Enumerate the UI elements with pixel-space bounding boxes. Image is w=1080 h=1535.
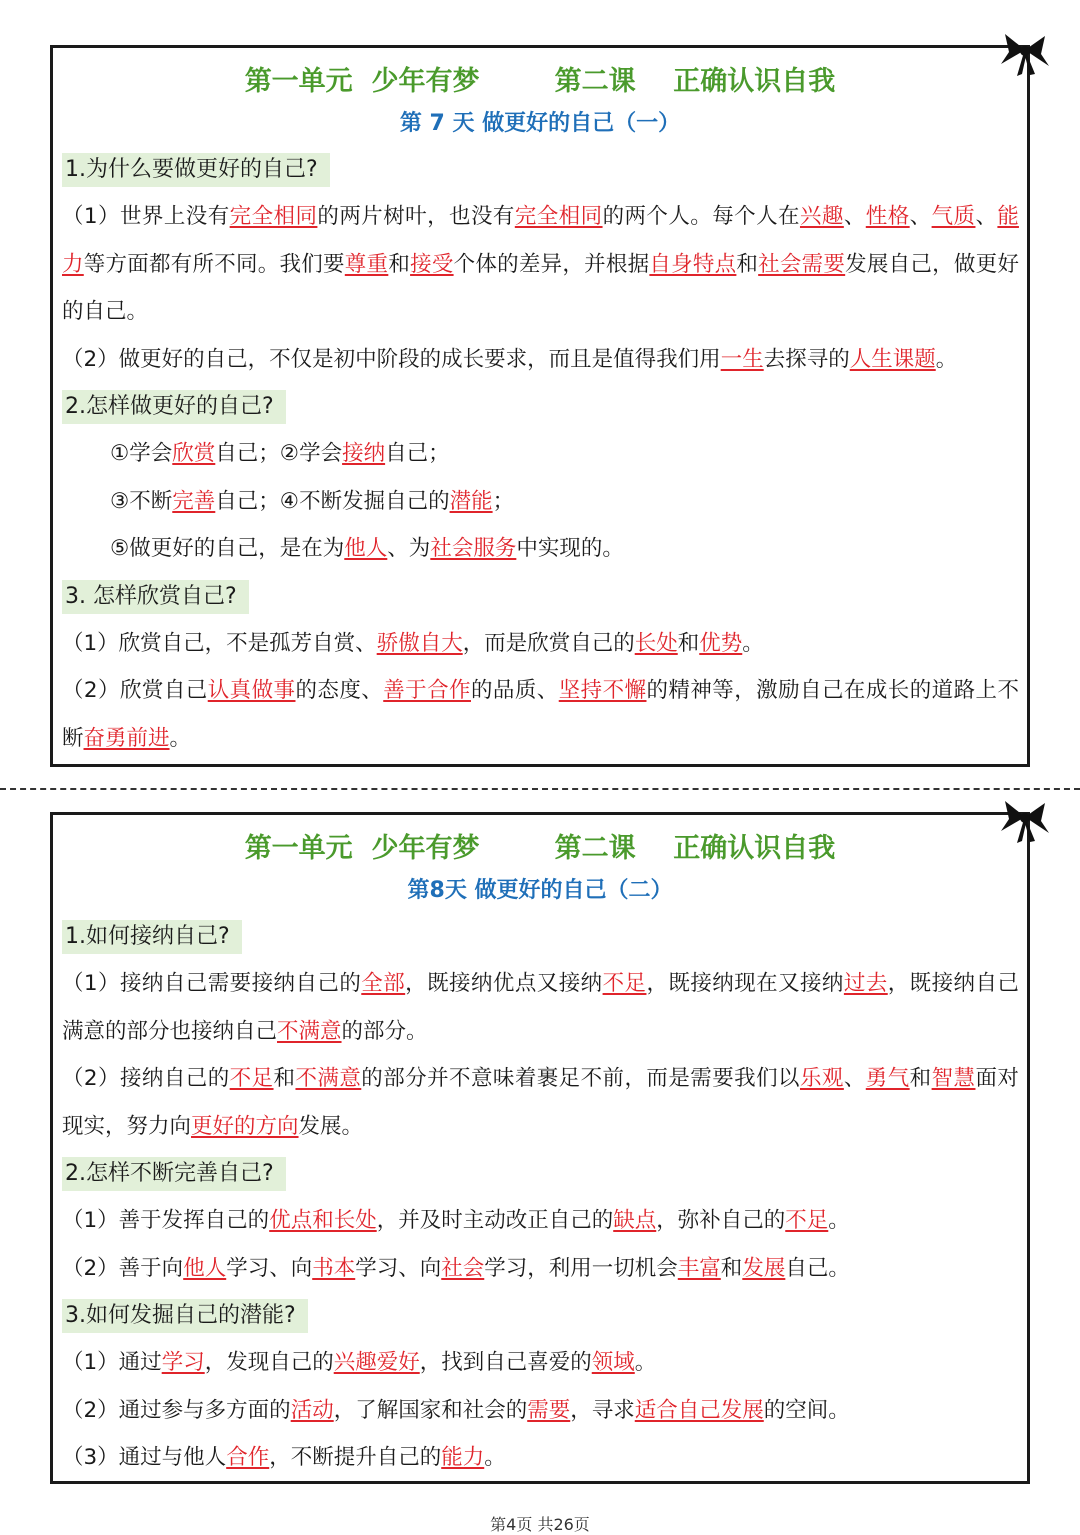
keyword: 兴趣 (799, 204, 844, 229)
paragraph-text: 和 (388, 251, 411, 277)
paragraph-text: ，而是欣赏自己的 (462, 630, 635, 656)
paragraph-text: 。 (484, 1445, 506, 1470)
paragraph-text: 面对现实，努力向 (62, 1066, 1019, 1139)
answer-paragraph (62, 1387, 1019, 1435)
paragraph-text: ，不断提升自己的 (269, 1445, 442, 1470)
paragraph-text: ，发现自己的 (204, 1350, 334, 1375)
keyword: 善于合作 (383, 678, 471, 703)
paragraph-text: 自己；④不断发掘自己的 (215, 488, 450, 514)
paragraph-text: 中实现的。 (516, 536, 624, 561)
keyword: 性格 (865, 204, 910, 229)
keyword: 乐观 (799, 1066, 844, 1091)
answer-paragraph (62, 620, 1019, 668)
dashed-divider (0, 788, 1080, 790)
unit-lesson-title: 第一单元 少年有梦 第二课 正确认识自我 (244, 833, 836, 864)
keyword: 能力 (441, 1445, 485, 1470)
lesson-card-day8 (50, 812, 1030, 1484)
keyword: 他人 (183, 1255, 227, 1281)
keyword: 书本 (312, 1255, 356, 1281)
answer-paragraph (62, 1245, 1019, 1293)
keyword: 欣赏 (172, 441, 216, 466)
paragraph-text: 去探寻的 (763, 346, 850, 372)
paragraph-text: ，找到自己喜爱的 (419, 1350, 592, 1375)
question-heading: 2.怎样不断完善自己? (62, 1157, 286, 1191)
paragraph-text: ，既接纳现在又接纳 (646, 971, 844, 996)
keyword: 不足 (229, 1066, 274, 1091)
answer-paragraph (62, 1339, 1019, 1387)
paragraph-text: 自己。 (785, 1255, 850, 1281)
keyword: 气质 (931, 204, 976, 229)
paragraph-text: （2）欣赏自己 (62, 678, 208, 703)
paragraph-text: 、 (843, 1066, 866, 1091)
keyword: 全部 (361, 971, 406, 996)
answer-paragraph (62, 430, 1019, 478)
paragraph-text: 学习，利用一切机会 (484, 1255, 678, 1281)
paragraph-text: （2）通过参与多方面的 (62, 1397, 291, 1423)
keyword: 潜能 (449, 488, 493, 514)
paragraph-text: ，既接纳优点又接纳 (405, 971, 603, 996)
card-content (53, 913, 1027, 1482)
paragraph-text: ③不断 (110, 488, 173, 514)
keyword: 认真做事 (207, 678, 296, 703)
paragraph-text: 、 (843, 204, 866, 229)
paragraph-text: 、 (975, 204, 998, 229)
keyword: 完全相同 (514, 204, 603, 229)
paragraph-text: 学习、向 (226, 1255, 313, 1281)
keyword: 合作 (226, 1445, 270, 1470)
paragraph-text: 。 (935, 346, 958, 372)
keyword: 自身特点 (649, 251, 737, 277)
paragraph-text: 的两个人。每个人在 (602, 204, 800, 229)
keyword: 社会服务 (430, 536, 517, 561)
keyword: 活动 (290, 1397, 334, 1423)
keyword: 兴趣爱好 (333, 1350, 420, 1375)
answer-paragraph (62, 478, 1019, 526)
paragraph-text: 的态度、 (295, 678, 384, 703)
paragraph-text: 、为 (387, 536, 431, 561)
paragraph-text: 自己；②学会 (215, 441, 343, 466)
keyword: 接受 (410, 251, 454, 277)
bow-icon (999, 793, 1051, 845)
paragraph-text: ，弥补自己的 (656, 1208, 786, 1233)
paragraph-text: 学习、向 (355, 1255, 442, 1281)
keyword: 适合自己发展 (634, 1397, 764, 1423)
question-heading: 3.如何发掘自己的潜能? (62, 1299, 308, 1333)
question-heading: 1.为什么要做更好的自己? (62, 153, 330, 187)
answer-paragraph (62, 336, 1019, 384)
paragraph-text: ，并及时主动改正自己的 (376, 1208, 614, 1233)
answer-paragraph (62, 960, 1019, 1055)
answer-paragraph (62, 525, 1019, 573)
keyword: 丰富 (677, 1255, 721, 1281)
keyword: 不满意 (277, 1018, 342, 1044)
keyword: 发展 (742, 1255, 786, 1281)
keyword: 学习 (161, 1350, 205, 1375)
paragraph-text: 、 (909, 204, 932, 229)
keyword: 社会 (441, 1255, 485, 1281)
keyword: 更好的方向 (191, 1113, 299, 1139)
paragraph-text: 发展。 (298, 1113, 364, 1139)
keyword: 尊重 (344, 251, 389, 277)
paragraph-text: （2）做更好的自己，不仅是初中阶段的成长要求，而且是值得我们用 (62, 346, 721, 372)
lesson-card-day7 (50, 45, 1030, 767)
keyword: 坚持不懈 (558, 678, 647, 703)
card-content (53, 146, 1027, 762)
answer-paragraph (62, 1055, 1019, 1150)
paragraph-text: 。 (169, 725, 192, 751)
paragraph-text: ，了解国家和社会的 (333, 1397, 528, 1423)
paragraph-text: （1）欣赏自己，不是孤芳自赏、 (62, 630, 377, 656)
paragraph-text: 和 (720, 1255, 743, 1281)
keyword: 优点和长处 (269, 1208, 377, 1233)
keyword: 智慧 (931, 1066, 976, 1091)
keyword: 奋勇前进 (83, 725, 170, 751)
keyword: 长处 (634, 630, 678, 656)
paragraph-text: 的部分并不意味着裹足不前，而是需要我们以 (361, 1066, 800, 1091)
keyword: 人生课题 (849, 346, 936, 372)
paragraph-text: 的空间。 (763, 1397, 850, 1423)
paragraph-text: 和 (273, 1066, 296, 1091)
question-heading: 3. 怎样欣赏自己? (62, 580, 249, 614)
paragraph-text: ，寻求 (570, 1397, 635, 1423)
paragraph-text: 的两片树叶，也没有 (317, 204, 515, 229)
paragraph-text: 个体的差异，并根据 (453, 251, 650, 277)
paragraph-text: 和 (677, 630, 700, 656)
keyword: 不足 (602, 971, 647, 996)
paragraph-text: 自己； (385, 441, 450, 466)
paragraph-text: 发展自己，做更好的自己。 (62, 251, 1019, 324)
paragraph-text: 的品质、 (470, 678, 559, 703)
keyword: 不足 (785, 1208, 829, 1233)
paragraph-text: ①学会 (110, 441, 173, 466)
keyword: 能力 (62, 204, 1019, 277)
keyword: 需要 (527, 1397, 571, 1423)
answer-paragraph (62, 1434, 1019, 1482)
keyword: 接纳 (342, 441, 386, 466)
keyword: 勇气 (865, 1066, 910, 1091)
keyword: 社会需要 (758, 251, 846, 277)
page-footer: 第4页 共26页 (490, 1515, 590, 1534)
keyword: 领域 (591, 1350, 635, 1375)
paragraph-text: ； (492, 488, 515, 514)
paragraph-text: 。 (828, 1208, 850, 1233)
keyword: 优势 (699, 630, 743, 656)
answer-paragraph (62, 193, 1019, 336)
day-title: 第8天 做更好的自己（二） (407, 878, 673, 903)
keyword: 完全相同 (229, 204, 318, 229)
keyword: 完善 (172, 488, 216, 514)
paragraph-text: （1）通过 (62, 1350, 162, 1375)
keyword: 骄傲自大 (376, 630, 463, 656)
paragraph-text: 等方面都有所不同。我们要 (83, 251, 345, 277)
paragraph-text: 的部分。 (341, 1018, 428, 1044)
paragraph-text: ，既接纳自己满意的部分也接纳自己 (62, 971, 1019, 1044)
paragraph-text: 。 (742, 630, 764, 656)
paragraph-text: （1）接纳自己需要接纳自己的 (62, 971, 362, 996)
paragraph-text: （2）善于向 (62, 1255, 184, 1281)
paragraph-text: （3）通过与他人 (62, 1445, 227, 1470)
question-heading: 1.如何接纳自己? (62, 920, 242, 954)
keyword: 他人 (344, 536, 388, 561)
unit-lesson-title: 第一单元 少年有梦 第二课 正确认识自我 (244, 66, 836, 97)
paragraph-text: 和 (736, 251, 759, 277)
bow-icon (999, 26, 1051, 78)
keyword: 缺点 (613, 1208, 657, 1233)
day-title: 第 7 天 做更好的自己（一） (399, 111, 681, 136)
paragraph-text: （1）善于发挥自己的 (62, 1208, 270, 1233)
paragraph-text: （2）接纳自己的 (62, 1066, 230, 1091)
answer-paragraph (62, 667, 1019, 762)
paragraph-text: ⑤做更好的自己，是在为 (110, 536, 345, 561)
answer-paragraph (62, 1197, 1019, 1245)
paragraph-text: （1）世界上没有 (62, 204, 230, 229)
keyword: 一生 (720, 346, 764, 372)
question-heading: 2.怎样做更好的自己? (62, 390, 286, 424)
keyword: 不满意 (295, 1066, 362, 1091)
paragraph-text: 的精神等，激励自己在成长的道路上不断 (62, 678, 1019, 751)
paragraph-text: 和 (909, 1066, 932, 1091)
keyword: 过去 (843, 971, 888, 996)
paragraph-text: 。 (634, 1350, 657, 1375)
